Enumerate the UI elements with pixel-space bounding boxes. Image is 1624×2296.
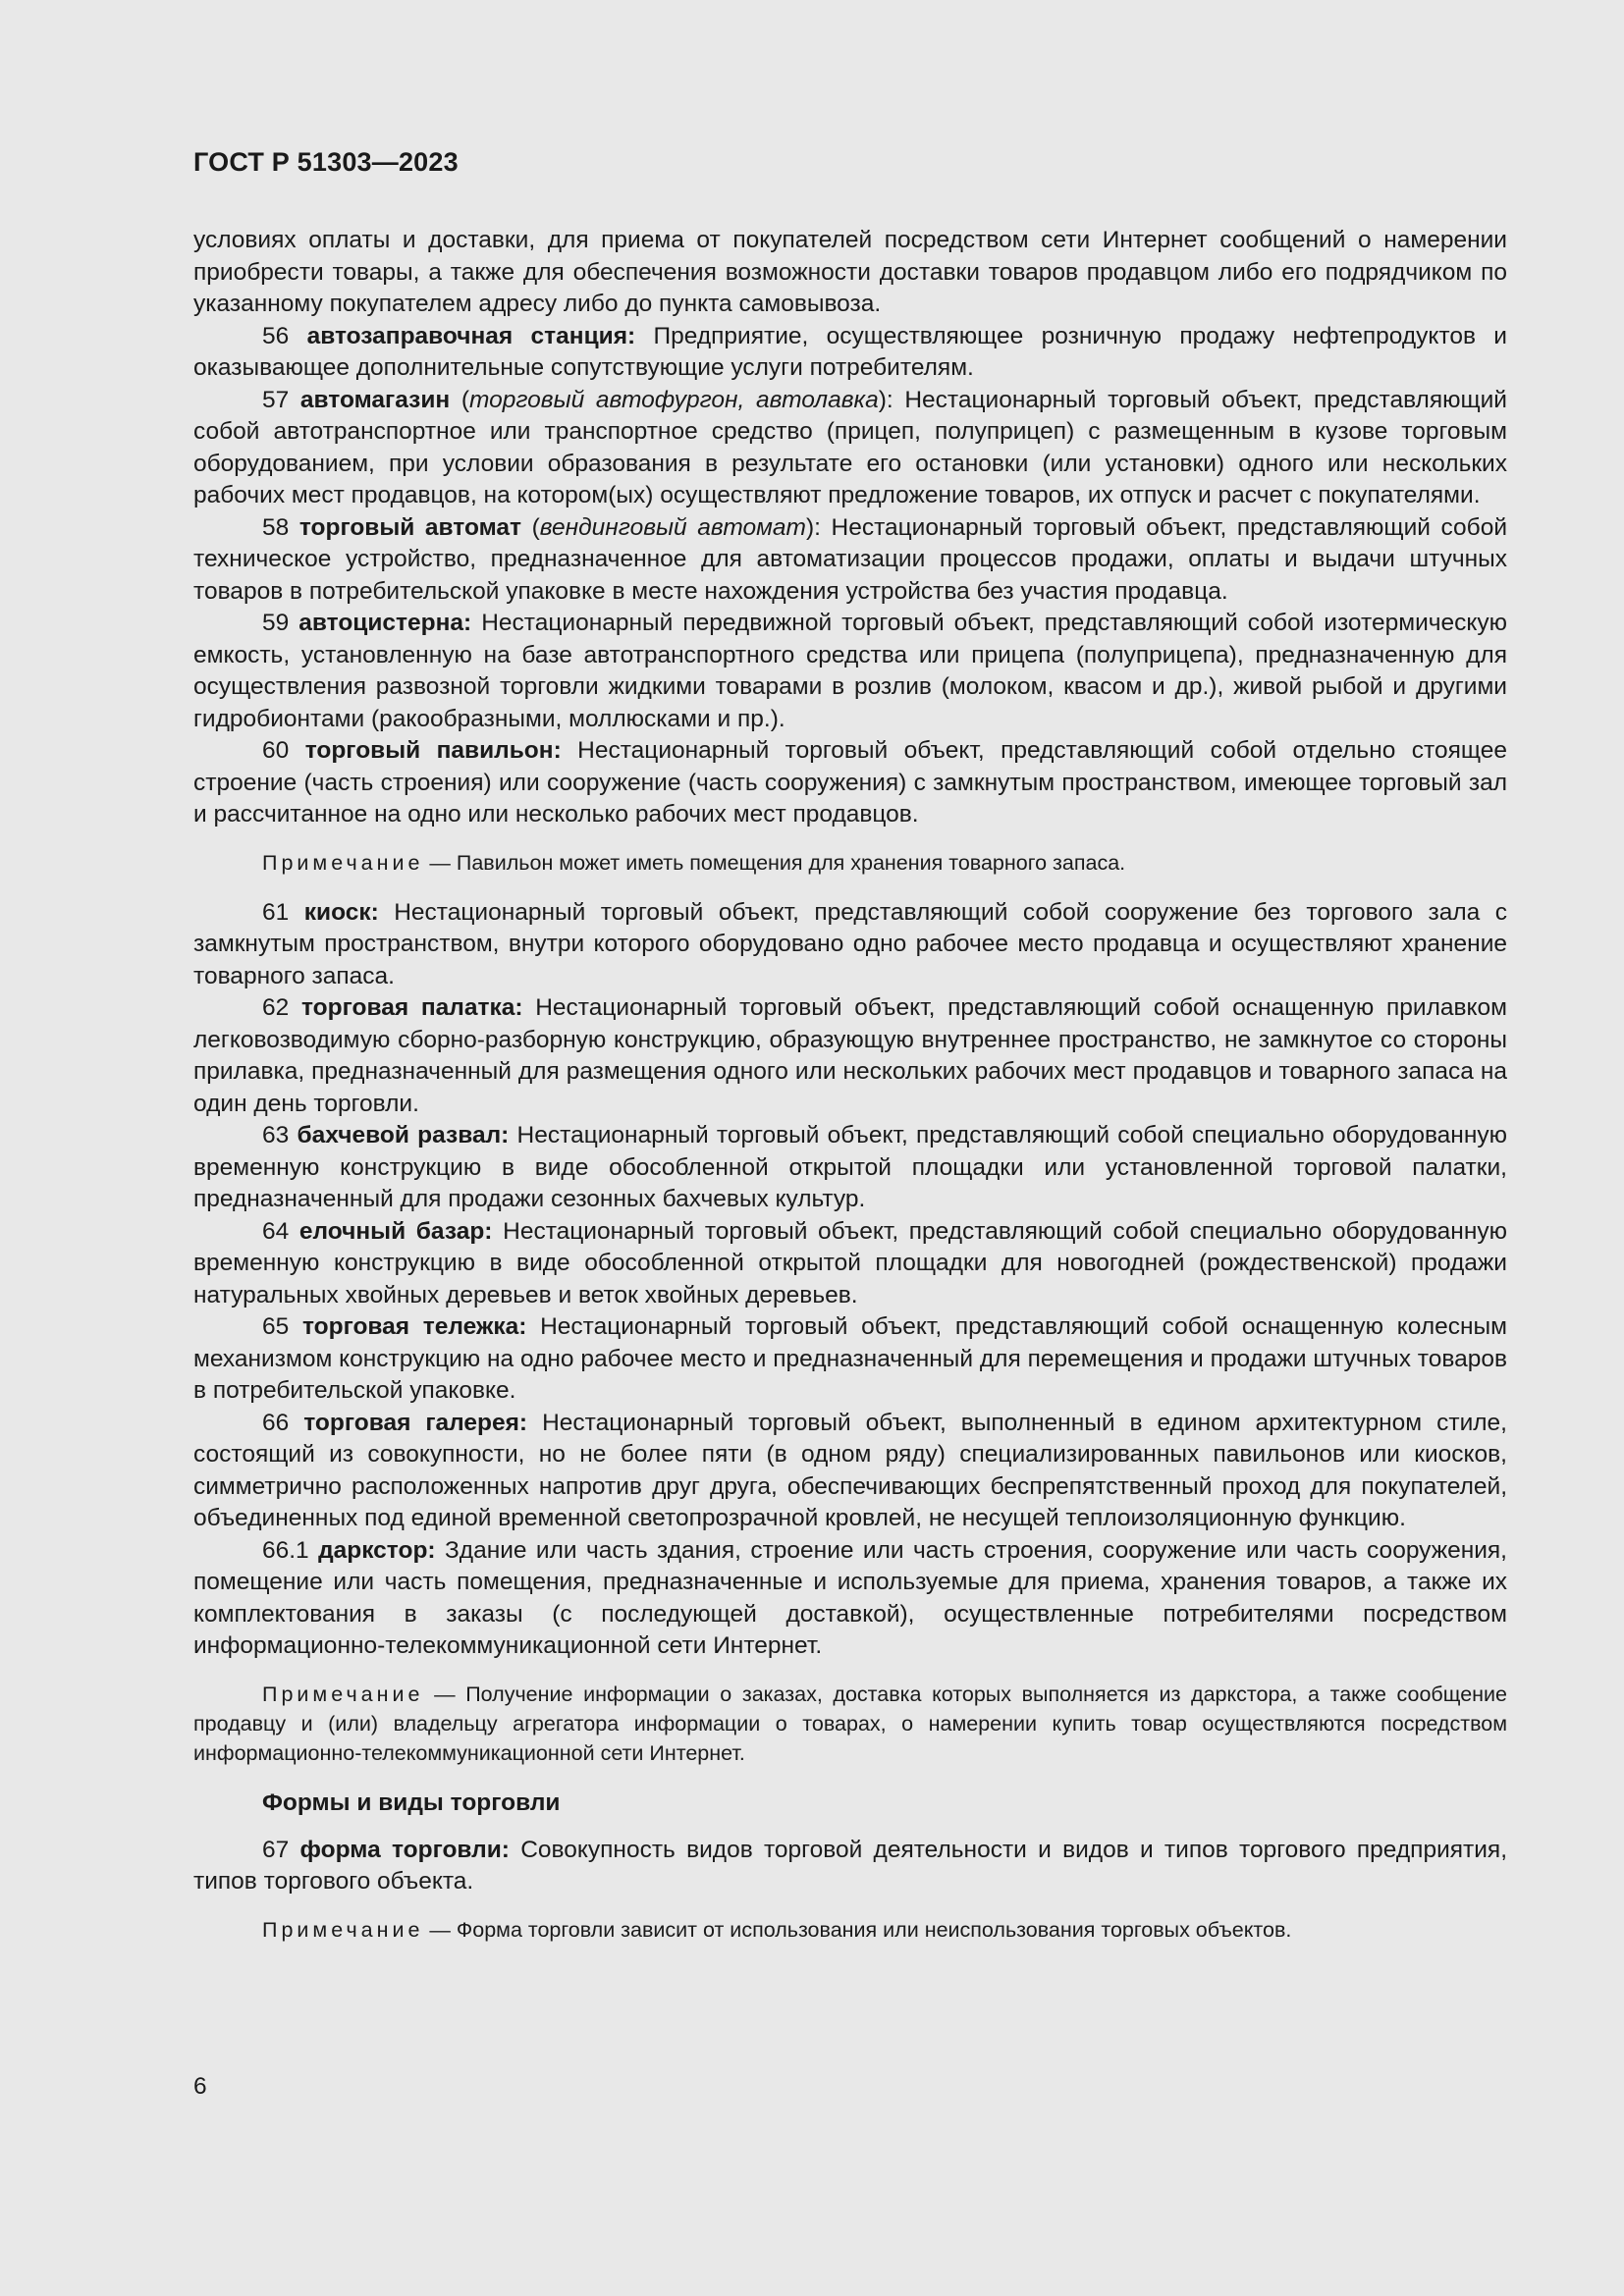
entry-term: киоск: xyxy=(303,898,379,926)
entry-60 xyxy=(193,735,1507,831)
entry-text: : Нестационарный торговый объект, представляющий собой техническое устройство, предназначенное для автоматизации процессов продажи, оплаты и выдачи штучных товаров в потребительской упаковке в месте нахождения устройства без участия продавца. xyxy=(193,513,1508,605)
entry-number: 63 xyxy=(262,1122,290,1148)
note-66-1 xyxy=(193,1680,1507,1768)
note-text: — Получение информации о заказах, доставка которых выполняется из даркстора, а также сообщение продавцу и (или) владельцу агрегатора информации о товарах, о намерении купить товар осуществляются посредством информационно-телекоммуникационной сети Интернет. xyxy=(193,1682,1507,1765)
entry-text: Нестационарный передвижной торговый объект, представляющий собой изотермическую емкость, установленную на базе автотранспортного средства или прицепа (полуприцепа), предназначенную для осуществления развозной торговли жидкими товарами в розлив (молоком, квасом и др.), живой рыбой и другими гидробионтами (ракообразными, моллюсками и пр.). xyxy=(193,610,1508,732)
entry-62 xyxy=(193,992,1507,1120)
entry-number: 65 xyxy=(262,1313,290,1340)
entry-term: торговый автомат xyxy=(298,513,522,541)
entry-text: Нестационарный торговый объект, представляющий собой отдельно стоящее строение (часть строения) или сооружение (часть сооружения) с замкнутым пространством, имеющее торговый зал и рассчитанное на одно или несколько рабочих мест продавцов. xyxy=(193,737,1507,828)
entry-text: Нестационарный торговый объект, представляющий собой оснащенную колесным механизмом конструкцию на одно рабочее место и предназначенный для перемещения и продажи штучных товаров в потребительской упаковке. xyxy=(193,1313,1507,1404)
entry-number: 60 xyxy=(262,737,290,764)
entry-63 xyxy=(193,1120,1507,1216)
entry-synonym: торговый автофургон, автолавка xyxy=(468,386,879,413)
intro-paragraph: условиях оплаты и доставки, для приема от покупателей посредством сети Интернет сообщений о намерении приобрести товары, а также для обеспечения возможности доставки товаров продавцом либо его подрядчиком по указанному покупателем адресу либо до пункта самовывоза. xyxy=(193,227,1507,317)
entry-text: Здание или часть здания, строение или часть строения, сооружение или часть сооружения, помещение или часть помещения, предназначенные и используемые для приема, хранения товаров, а также их комплектования в заказы (с последующей доставкой), осуществленные потребителями посредством информационно-телекоммуникационной сети Интернет. xyxy=(193,1536,1507,1659)
entry-67 xyxy=(193,1835,1507,1898)
entry-term: бахчевой развал: xyxy=(297,1122,510,1148)
entry-66-1 xyxy=(193,1535,1507,1663)
entry-64 xyxy=(193,1216,1507,1312)
entry-number: 57 xyxy=(262,386,290,413)
entry-term: форма торговли: xyxy=(299,1836,510,1863)
entry-number: 56 xyxy=(262,322,290,349)
entry-number: 58 xyxy=(262,513,290,541)
entry-text: Совокупность видов торговой деятельности и видов и типов торгового предприятия, типов торгового объекта. xyxy=(193,1836,1507,1895)
entry-65 xyxy=(193,1311,1507,1408)
entry-text: Предприятие, осуществляющее розничную продажу нефтепродуктов и оказывающее дополнительные сопутствующие услуги потребителям. xyxy=(193,322,1507,381)
note-text: — Форма торговли зависит от использования или неиспользования торговых объектов. xyxy=(423,1917,1292,1942)
entry-term: торговый павильон: xyxy=(304,737,562,764)
note-67 xyxy=(193,1915,1507,1945)
entry-synonym: вендинговый автомат xyxy=(539,513,806,541)
entry-59 xyxy=(193,608,1507,735)
entry-term: даркстор: xyxy=(318,1536,436,1564)
entry-number: 66.1 xyxy=(262,1536,309,1564)
entry-text: Нестационарный торговый объект, представляющий собой специально оборудованную временную конструкцию в виде обособленной открытой площадки для новогодней (рождественской) продажи натуральных хвойных деревьев и веток хвойных деревьев. xyxy=(193,1217,1507,1308)
entry-term: торговая палатка: xyxy=(301,994,523,1021)
entry-number: 66 xyxy=(262,1409,290,1436)
entry-term: автомагазин xyxy=(299,386,451,413)
entry-text: : Нестационарный торговый объект, представляющий собой автотранспортное или транспортное средство (прицеп, полуприцеп) с размещенным в кузове торговым оборудованием, при условии образования в результате его остановки (или установки) одного или нескольких рабочих мест продавцов, на котором(ых) осуществляют предложение товаров, их отпуск и расчет с покупателями. xyxy=(193,386,1507,508)
entry-text: Нестационарный торговый объект, представляющий собой сооружение без торгового зала с замкнутым пространством, внутри которого оборудовано одно рабочее место продавца и осуществляют хранение товарного запаса. xyxy=(193,898,1507,989)
entry-term: елочный базар: xyxy=(298,1217,493,1245)
entry-number: 62 xyxy=(262,994,290,1021)
section-title: Формы и виды торговли xyxy=(262,1789,561,1816)
page-number: 6 xyxy=(193,2073,207,2100)
entry-number: 59 xyxy=(262,610,290,636)
entry-57: 57 автомагазин (торговый автофургон, автолавка): Нестационарный торговый объект, представляющий собой автотранспортное или транспортное средство (прицеп, полуприцеп) с размещенным в кузове торговым оборудованием, при условии образования в результате его остановки (или установки) одного или нескольких рабочих мест продавцов, на котором(ых) осуществляют предложение товаров, их отпуск и расчет с покупателями. xyxy=(193,386,1507,508)
note-label: Примечание xyxy=(262,850,424,875)
note-60 xyxy=(193,848,1507,878)
entry-term: автозаправочная станция: xyxy=(306,322,636,349)
document-header: ГОСТ Р 51303—2023 xyxy=(193,147,459,177)
note-label: Примечание xyxy=(262,1682,424,1706)
entry-text: Нестационарный торговый объект, представляющий собой оснащенную прилавком легковозводимую сборно-разборную конструкцию, образующую внутреннее пространство, не замкнутое со стороны прилавка, предназначенный для размещения одного или нескольких рабочих мест продавцов и товарного запаса на один день торговли. xyxy=(193,994,1507,1117)
entry-number: 67 xyxy=(262,1836,290,1863)
entry-66 xyxy=(193,1408,1507,1535)
document-page xyxy=(193,147,1507,1964)
entry-58: 58 торговый автомат (вендинговый автомат): Нестационарный торговый объект, представляющий собой техническое устройство, предназначенное для автоматизации процессов продажи, оплаты и выдачи штучных товаров в потребительской упаковке в месте нахождения устройства без участия продавца. xyxy=(193,513,1508,605)
entry-number: 61 xyxy=(262,898,290,926)
entry-term: торговая тележка: xyxy=(301,1313,527,1340)
entry-56 xyxy=(193,321,1507,385)
note-label: Примечание xyxy=(262,1917,424,1942)
entry-term: торговая галерея: xyxy=(303,1409,528,1436)
entry-text: Нестационарный торговый объект, выполненный в едином архитектурном стиле, состоящий из совокупности, но не более пяти (в одном ряду) специализированных павильонов или киосков, симметрично расположенных напротив друг друга, обеспечивающих беспрепятственный проход для покупателей, объединенных под единой временной светопрозрачной кровлей, не несущей теплоизоляционную функцию. xyxy=(193,1409,1507,1531)
note-text: — Павильон может иметь помещения для хранения товарного запаса. xyxy=(423,850,1126,875)
entry-61 xyxy=(193,897,1507,993)
entry-term: автоцистерна: xyxy=(298,610,472,636)
entry-text: Нестационарный торговый объект, представляющий собой специально оборудованную временную конструкцию в виде обособленной открытой площадки или установленной торговой палатки, предназначенный для продажи сезонных бахчевых культур. xyxy=(193,1122,1507,1212)
entry-number: 64 xyxy=(262,1217,290,1245)
